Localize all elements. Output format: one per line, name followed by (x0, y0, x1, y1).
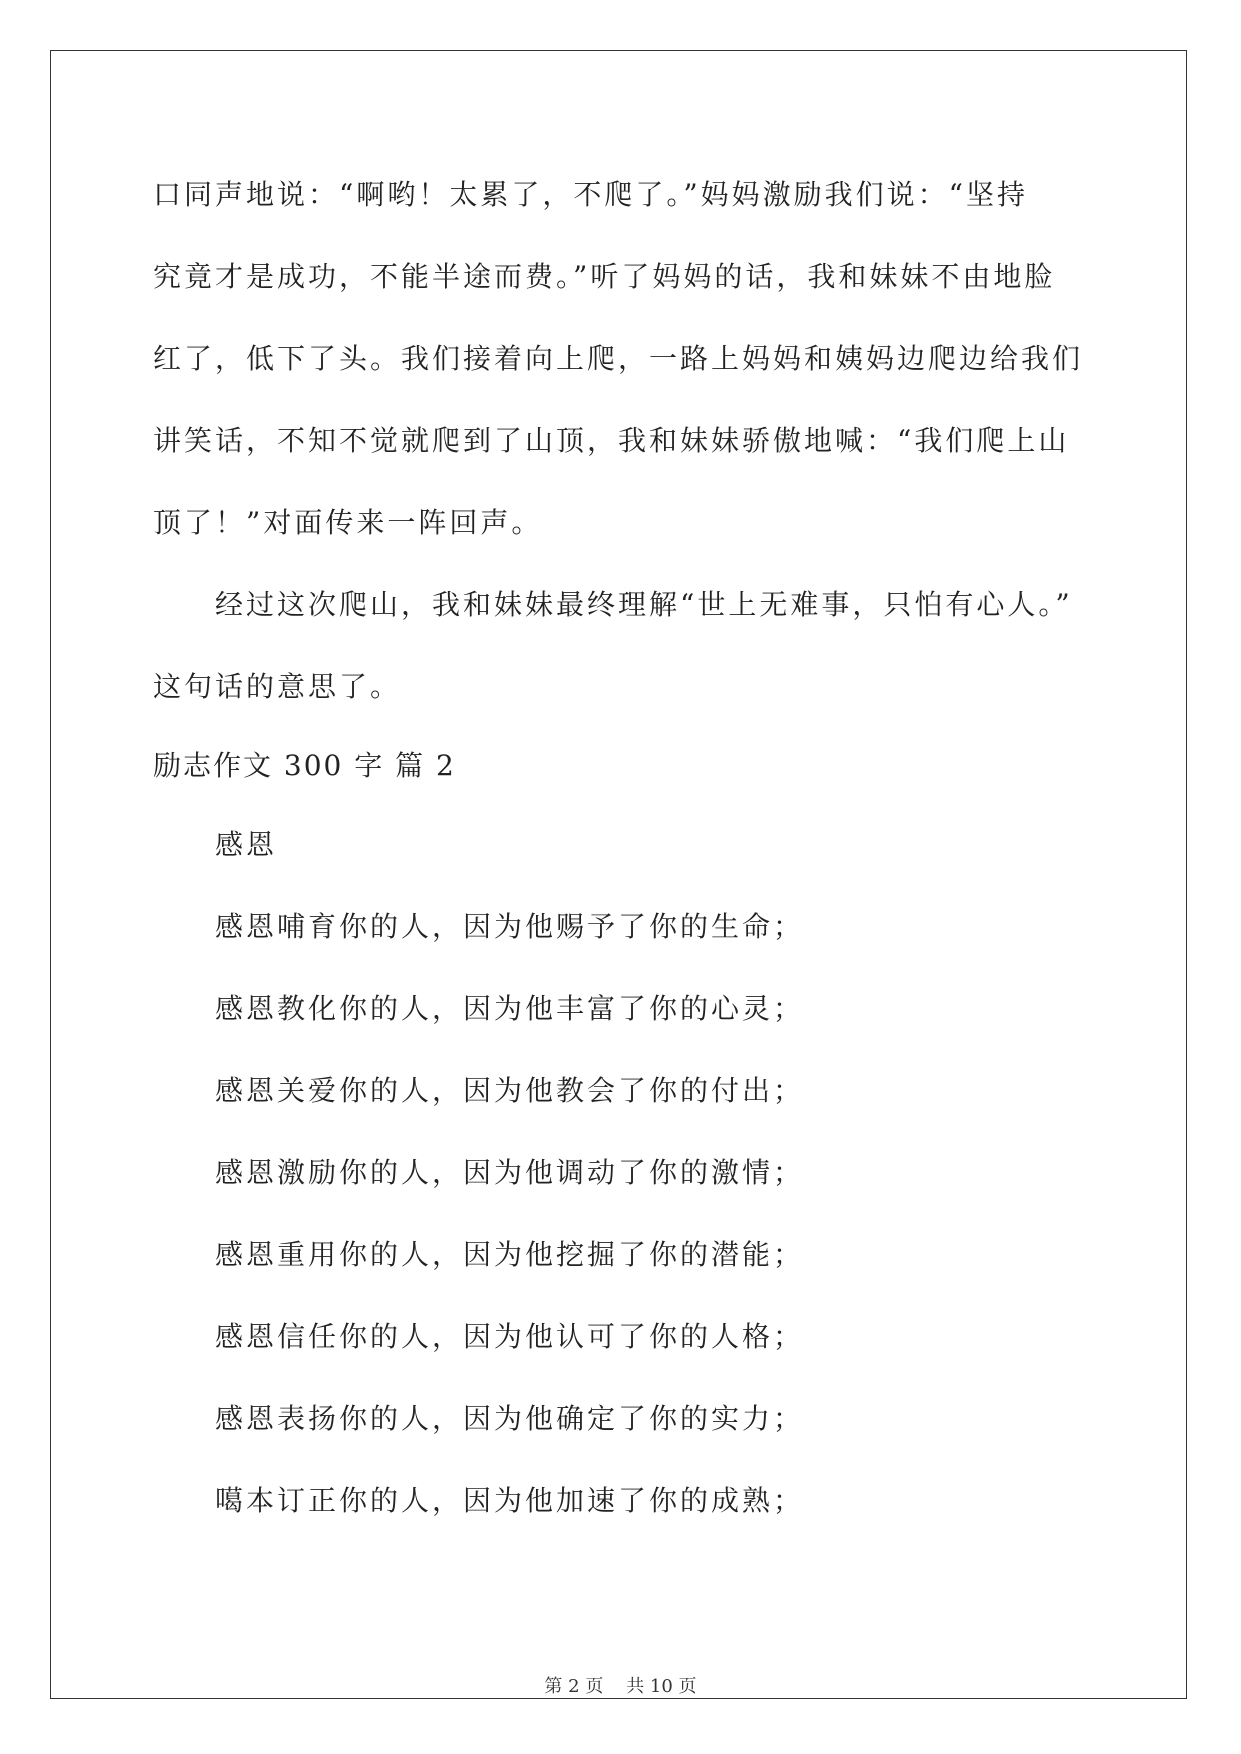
poem-line: 感恩信任你的人，因为他认可了你的人格； (215, 1320, 805, 1353)
poem-line: 感恩教化你的人，因为他丰富了你的心灵； (215, 992, 805, 1025)
paragraph-conclusion (153, 564, 1083, 728)
poem-line: 感恩哺育你的人，因为他赐予了你的生命； (215, 910, 805, 943)
poem-body (153, 886, 1083, 1542)
text-line: 顶了！”对面传来一阵回声。 (153, 506, 543, 539)
section-heading: 励志作文 300 字 篇 2 (153, 749, 456, 782)
text-line: 口同声地说：“啊哟！太累了，不爬了。”妈妈激励我们说：“坚持 (153, 178, 1028, 211)
text-line: 经过这次爬山，我和妹妹最终理解“世上无难事，只怕有心人。” (215, 588, 1073, 621)
text-line: 这句话的意思了。 (153, 670, 402, 703)
text-line: 讲笑话，不知不觉就爬到了山顶，我和妹妹骄傲地喊：“我们爬上山 (153, 424, 1070, 457)
paragraph-continued (153, 154, 1083, 564)
poem-line: 感恩激励你的人，因为他调动了你的激情； (215, 1156, 805, 1189)
poem-title: 感恩 (215, 828, 278, 861)
poem-line: 感恩重用你的人，因为他挖掘了你的潜能； (215, 1238, 805, 1271)
poem-line: 感恩表扬你的人，因为他确定了你的实力； (215, 1402, 805, 1435)
page-footer: 第 2 页 共 10 页 (544, 1676, 697, 1697)
poem-line: 感恩关爱你的人，因为他教会了你的付出； (215, 1074, 805, 1107)
text-line: 究竟才是成功，不能半途而费。”听了妈妈的话，我和妹妹不由地脸 (153, 260, 1056, 293)
document-body (153, 154, 1083, 1542)
text-line: 红了，低下了头。我们接着向上爬，一路上妈妈和姨妈边爬边给我们 (153, 342, 1084, 375)
poem-line: 噶本订正你的人，因为他加速了你的成熟； (215, 1484, 805, 1517)
